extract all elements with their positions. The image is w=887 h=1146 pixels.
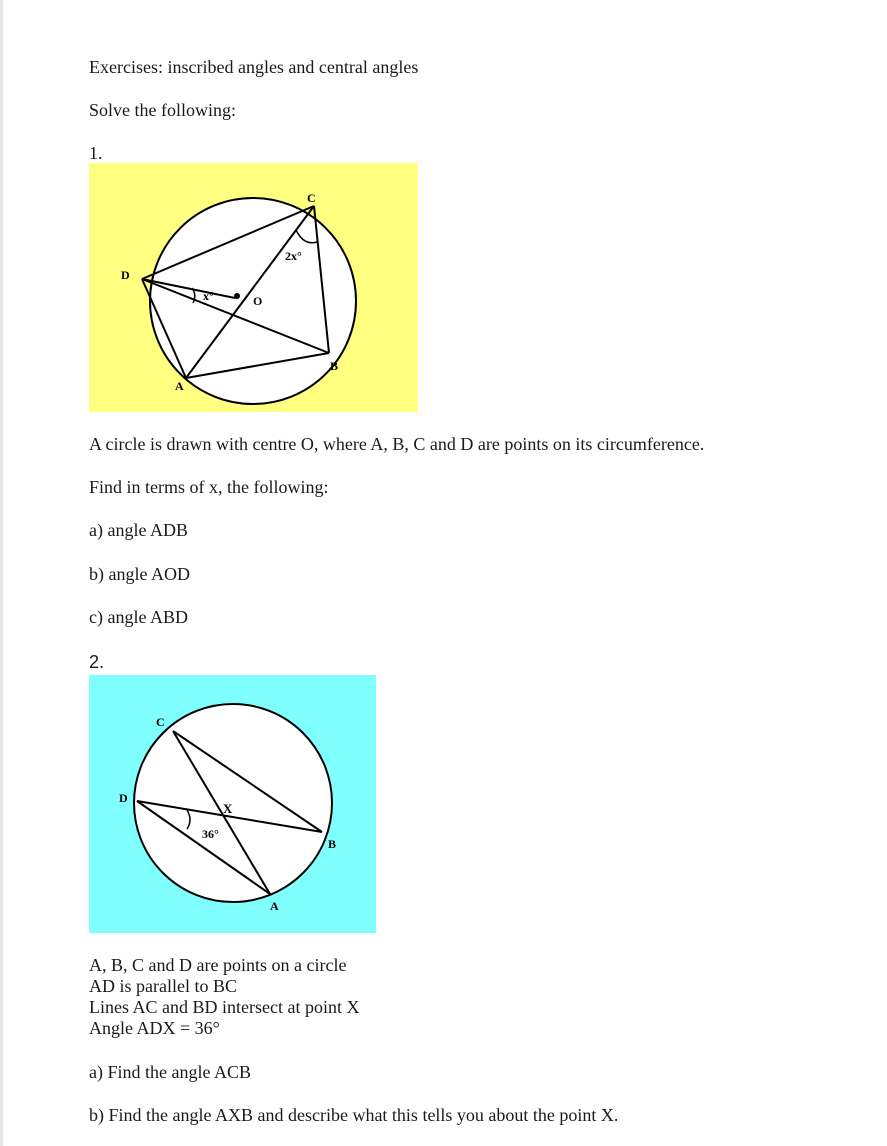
label-angle-x: x° bbox=[203, 289, 214, 303]
instruction-text: Solve the following: bbox=[89, 100, 236, 120]
question-2-number: 2. bbox=[89, 652, 105, 672]
label-B: B bbox=[330, 359, 339, 373]
question-2-fact-4: Angle ADX = 36° bbox=[89, 1018, 220, 1038]
page-title: Exercises: inscribed angles and central angles bbox=[89, 57, 419, 77]
label-angle-2x: 2x° bbox=[285, 249, 302, 263]
question-2-part-a: a) Find the angle ACB bbox=[89, 1062, 251, 1082]
label-C: C bbox=[156, 715, 165, 729]
question-1-part-c: c) angle ABD bbox=[89, 607, 188, 627]
label-D: D bbox=[119, 791, 128, 805]
question-1-description: A circle is drawn with centre O, where A, B, C and D are points on its circumference. bbox=[89, 434, 705, 454]
question-1-number: 1. bbox=[89, 143, 103, 163]
label-X: X bbox=[223, 801, 233, 816]
question-2-fact-2: AD is parallel to BC bbox=[89, 976, 237, 996]
label-A: A bbox=[270, 899, 279, 913]
question-2-fact-3: Lines AC and BD intersect at point X bbox=[89, 997, 360, 1017]
label-angle-36: 36° bbox=[202, 827, 219, 841]
circle-2 bbox=[134, 704, 332, 902]
question-1-prompt: Find in terms of x, the following: bbox=[89, 477, 329, 497]
centre-O-dot bbox=[234, 293, 240, 299]
label-D: D bbox=[121, 268, 130, 282]
label-A: A bbox=[175, 379, 184, 393]
question-1-part-b: b) angle AOD bbox=[89, 564, 190, 584]
label-O: O bbox=[253, 294, 263, 308]
label-B: B bbox=[328, 837, 337, 851]
question-2-figure bbox=[89, 675, 376, 938]
question-1-part-a: a) angle ADB bbox=[89, 520, 188, 540]
question-2-part-b: b) Find the angle AXB and describe what this tells you about the point X. bbox=[89, 1105, 619, 1125]
page-left-border bbox=[0, 0, 3, 1146]
question-1-figure bbox=[89, 163, 418, 417]
label-C: C bbox=[307, 191, 316, 205]
question-2-fact-1: A, B, C and D are points on a circle bbox=[89, 955, 347, 975]
